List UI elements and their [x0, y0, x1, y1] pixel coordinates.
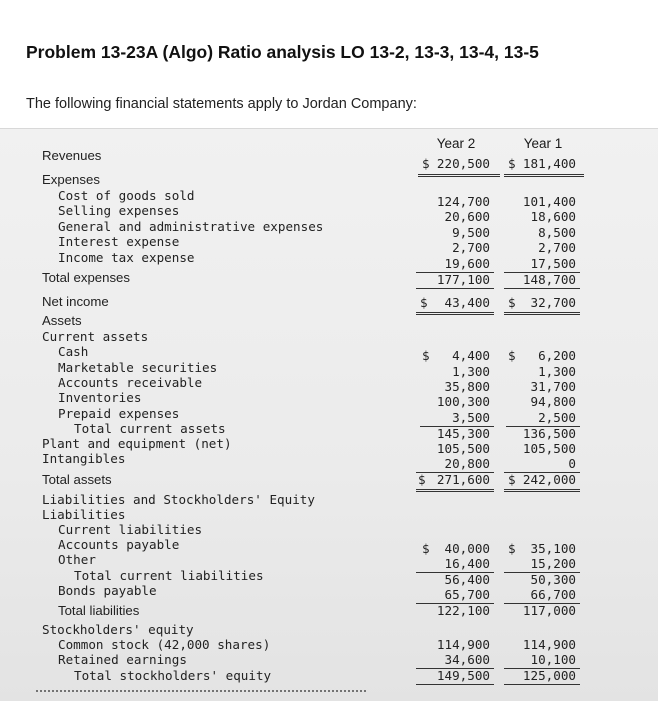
- selling-expenses-label: Selling expenses: [58, 203, 180, 218]
- assets-heading: Assets: [42, 313, 82, 328]
- total-current-liabilities-row: [0, 568, 658, 587]
- common-stock-label: Common stock (42,000 shares): [58, 637, 271, 652]
- liabilities-heading: Liabilities: [42, 507, 126, 522]
- other-label: Other: [58, 552, 96, 567]
- total-current-liabilities-year2: 56,400: [444, 572, 490, 587]
- total-liabilities-year1: 117,000: [522, 603, 576, 618]
- stockholders-equity-heading-row: [0, 622, 658, 638]
- page-title: Problem 13-23A (Algo) Ratio analysis LO 13-2, 13-3, 13-4, 13-5: [26, 42, 539, 62]
- retained-earnings-row: [0, 652, 658, 668]
- revenues-label: Revenues: [42, 148, 102, 163]
- net-income-year1: $ 32,700: [504, 295, 580, 315]
- bonds-payable-label: Bonds payable: [58, 583, 157, 598]
- accounts-receivable-year2: 35,800: [444, 379, 490, 394]
- retained-earnings-year2: 34,600: [416, 652, 494, 669]
- selling-expenses-year2: 20,600: [444, 209, 490, 224]
- current-assets-heading: Current assets: [42, 329, 149, 344]
- total-liabilities-row: [0, 603, 658, 619]
- liab-equity-heading-row: [0, 492, 658, 508]
- total-liabilities-label: Total liabilities: [58, 603, 140, 618]
- cogs-year2: 124,700: [436, 194, 490, 209]
- cogs-label: Cost of goods sold: [58, 188, 195, 203]
- selling-expenses-year1: 18,600: [530, 209, 576, 224]
- total-current-liabilities-label: Total current liabilities: [74, 568, 264, 583]
- expenses-heading: Expenses: [42, 172, 100, 187]
- interest-expense-year1: 2,700: [538, 240, 576, 255]
- total-assets-year2: $ 271,600: [416, 472, 494, 492]
- income-tax-year2: 19,600: [416, 256, 494, 273]
- net-income-year2: $ 43,400: [416, 295, 494, 315]
- inventories-year2: 100,300: [436, 394, 490, 409]
- common-stock-row: [0, 637, 658, 653]
- prepaid-expenses-label: Prepaid expenses: [58, 406, 180, 421]
- cogs-row: [0, 188, 658, 209]
- general-admin-year1: 8,500: [538, 225, 576, 240]
- other-year2: 16,400: [416, 556, 494, 573]
- bonds-payable-year2: 65,700: [416, 587, 494, 604]
- retained-earnings-label: Retained earnings: [58, 652, 187, 667]
- total-liabilities-year2: 122,100: [436, 603, 490, 618]
- bonds-payable-year1: 66,700: [504, 587, 580, 604]
- accounts-payable-year2: $ 40,000: [422, 541, 490, 556]
- interest-expense-label: Interest expense: [58, 234, 180, 249]
- current-liabilities-heading: Current liabilities: [58, 522, 203, 537]
- total-current-assets-year1: 136,500: [522, 426, 576, 441]
- plant-equipment-year2: 105,500: [436, 441, 490, 456]
- year2-label: Year 2: [436, 136, 476, 151]
- current-assets-heading-row: [0, 329, 658, 345]
- selling-expenses-row: [0, 203, 658, 224]
- net-income-row: [0, 294, 658, 310]
- total-current-assets-label: Total current assets: [74, 421, 226, 436]
- total-current-assets-year2: 145,300: [436, 426, 490, 441]
- cut-off-row-fragment: [36, 690, 366, 698]
- cash-row: [0, 344, 658, 363]
- accounts-payable-year1: $ 35,100: [508, 541, 576, 556]
- revenues-year1: $ 181,400: [508, 156, 576, 171]
- prepaid-expenses-year2: 3,500: [420, 410, 494, 427]
- other-row: [0, 552, 658, 571]
- total-expenses-row: [0, 270, 658, 286]
- cash-label: Cash: [58, 344, 89, 359]
- plant-equipment-label: Plant and equipment (net): [42, 436, 232, 451]
- general-admin-year2: 9,500: [452, 225, 490, 240]
- intangibles-year2: 20,800: [416, 456, 494, 473]
- assets-heading-row: [0, 313, 658, 329]
- total-current-liabilities-year1: 50,300: [530, 572, 576, 587]
- intangibles-label: Intangibles: [42, 451, 126, 466]
- accounts-payable-label: Accounts payable: [58, 537, 180, 552]
- other-year1: 15,200: [504, 556, 580, 573]
- general-admin-label: General and administrative expenses: [58, 219, 324, 234]
- cogs-year1: 101,400: [522, 194, 576, 209]
- income-tax-year1: 17,500: [504, 256, 580, 273]
- intangibles-row: [0, 451, 658, 471]
- expenses-heading-row: [0, 172, 658, 188]
- total-assets-label: Total assets: [42, 472, 112, 487]
- revenues-row: [0, 148, 658, 171]
- total-stockholders-equity-row: [0, 668, 658, 684]
- total-stockholders-equity-year1: 125,000: [504, 668, 580, 685]
- total-stockholders-equity-year2: 149,500: [416, 668, 494, 685]
- liab-equity-heading: Liabilities and Stockholders' Equity: [42, 492, 315, 507]
- income-tax-label: Income tax expense: [58, 250, 195, 265]
- accounts-receivable-label: Accounts receivable: [58, 375, 203, 390]
- total-expenses-label: Total expenses: [42, 270, 130, 285]
- liabilities-heading-row: [0, 507, 658, 523]
- inventories-label: Inventories: [58, 390, 142, 405]
- intro-text: The following financial statements apply to Jordan Company:: [26, 96, 417, 112]
- bonds-payable-row: [0, 583, 658, 602]
- total-expenses-year1: 148,700: [504, 272, 580, 289]
- total-expenses-year2: 177,100: [416, 272, 494, 289]
- cash-year1: $ 6,200: [508, 348, 576, 363]
- total-assets-year1: $ 242,000: [504, 472, 580, 492]
- total-current-assets-row: [0, 421, 658, 441]
- interest-expense-row: [0, 234, 658, 255]
- total-assets-row: [0, 472, 658, 488]
- prepaid-expenses-row: [0, 406, 658, 425]
- marketable-securities-label: Marketable securities: [58, 360, 218, 375]
- accounts-receivable-year1: 31,700: [530, 379, 576, 394]
- year1-label: Year 1: [523, 136, 563, 151]
- income-tax-row: [0, 250, 658, 271]
- intangibles-year1: 0: [504, 456, 580, 473]
- current-liabilities-heading-row: [0, 522, 658, 538]
- plant-equipment-row: [0, 436, 658, 456]
- accounts-payable-row: [0, 537, 658, 556]
- revenues-year2: $ 220,500: [422, 156, 490, 171]
- cash-year2: $ 4,400: [422, 348, 490, 363]
- marketable-securities-year1: 1,300: [538, 364, 576, 379]
- plant-equipment-year1: 105,500: [522, 441, 576, 456]
- common-stock-year2: 114,900: [436, 637, 490, 652]
- interest-expense-year2: 2,700: [452, 240, 490, 255]
- inventories-year1: 94,800: [530, 394, 576, 409]
- marketable-securities-year2: 1,300: [452, 364, 490, 379]
- prepaid-expenses-year1: 2,500: [506, 410, 580, 427]
- stockholders-equity-heading: Stockholders' equity: [42, 622, 194, 637]
- accounts-receivable-row: [0, 375, 658, 394]
- common-stock-year1: 114,900: [522, 637, 576, 652]
- retained-earnings-year1: 10,100: [504, 652, 580, 669]
- inventories-row: [0, 390, 658, 409]
- total-stockholders-equity-label: Total stockholders' equity: [74, 668, 272, 683]
- marketable-securities-row: [0, 360, 658, 379]
- net-income-label: Net income: [42, 294, 109, 309]
- general-admin-row: [0, 219, 658, 240]
